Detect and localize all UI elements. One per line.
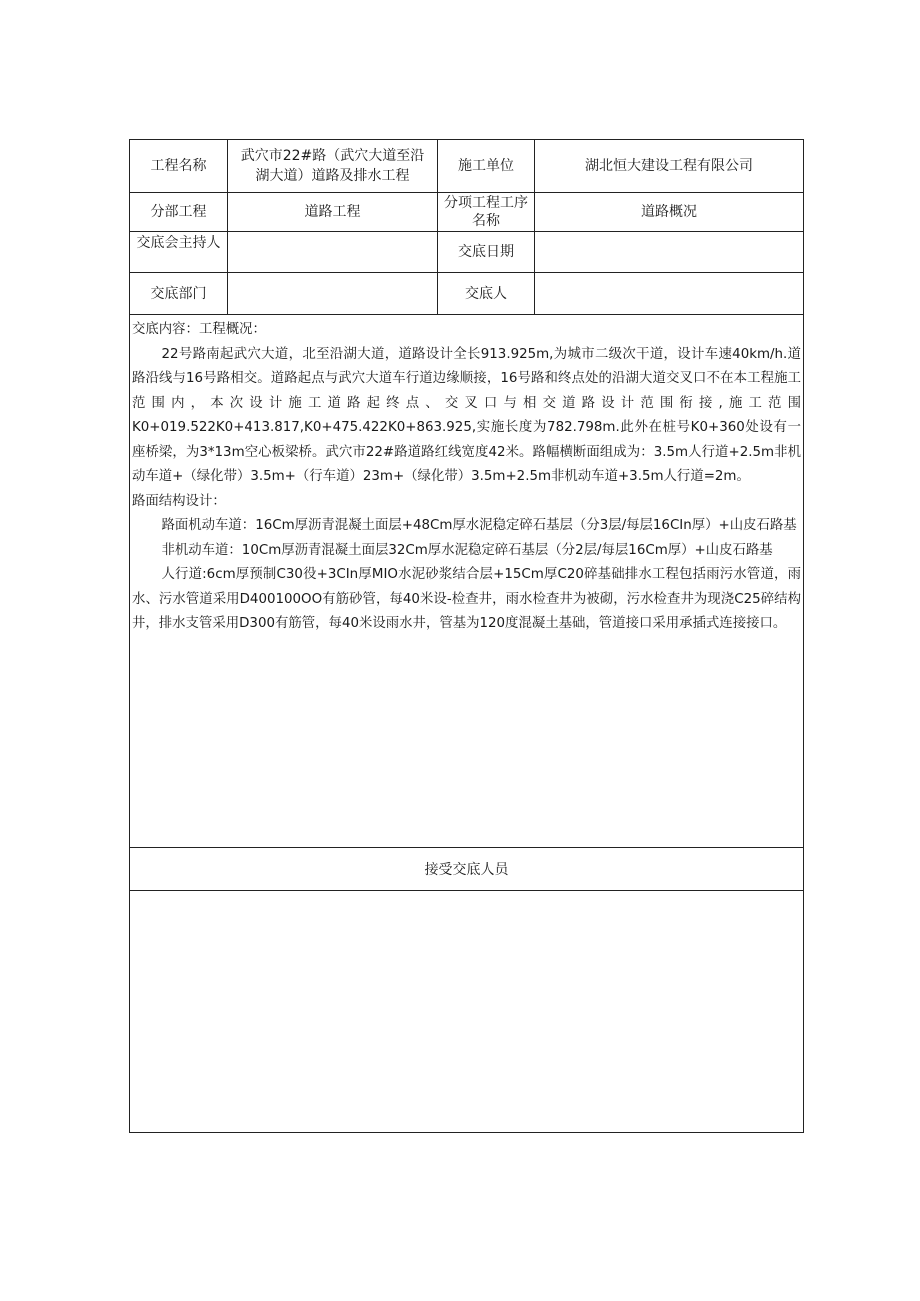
sidewalk-drainage-structure: 人行道:6cm厚预制C30役+3CIn厚MIO水泥砂浆结合层+15Cm厚C20碎基础排水工程包括雨污水管道，雨水、污水管道采用D400100OO有筋砂管，每40米设-检查井，雨水检查井为被砌，污水检查井为现浇C25碎结构井，排水支管采用D300有筋管，每40米设雨水井，管基为120度混凝土基础，管道接口采用承插式连接接口。 (132, 567, 801, 631)
division-value: 道路工程 (228, 193, 438, 231)
receivers-heading: 接受交底人员 (130, 848, 803, 891)
receivers-signatures (130, 891, 803, 1132)
row-department (130, 273, 803, 315)
presenter-label: 交底人 (438, 273, 535, 314)
disclosure-content (130, 315, 803, 848)
department-value (228, 273, 438, 314)
non-motor-lane-structure: 非机动车道：10Cm厚沥青混凝土面层32Cm厚水泥稳定碎石基层（分2层/每层16Cm厚）+山皮石路基 (161, 542, 773, 558)
date-value (535, 232, 803, 272)
content-heading: 交底内容：工程概况： (132, 322, 266, 337)
motor-lane-structure: 路面机动车道：16Cm厚沥青混凝土面层+48Cm厚水泥稳定碎石基层（分3层/每层16CIn厚）+山皮石路基 (161, 518, 797, 533)
project-name-value: 武穴市22#路（武穴大道至沿湖大道）道路及排水工程 (228, 140, 438, 192)
row-division (130, 193, 803, 232)
disclosure-form (129, 139, 804, 1133)
department-label: 交底部门 (130, 273, 228, 314)
division-label: 分部工程 (130, 193, 228, 231)
pavement-heading: 路面结构设计： (132, 493, 226, 509)
row-host (130, 232, 803, 273)
date-label: 交底日期 (438, 232, 535, 272)
project-overview: 22号路南起武穴大道，北至沿湖大道，道路设计全长913.925m,为城市二级次干道，设计车速40km/h.道路沿线与16号路相交。道路起点与武穴大道车行道边缘顺接，16号路和终点处的沿湖大道交叉口不在本工程施工范围内，本次设计施工道路起终点、交叉口与相交道路设计范围衔接,施工范围K0+019.522K0+413.817,K0+475.422K0+863.925,实施长度为782.798m.此外在桩号K0+360处设有一座桥梁，为3*13m空心板梁桥。武穴市22#路道路红线宽度42米。路幅横断面组成为：3.5m人行道+2.5m非机动车道+（绿化带）3.5m+（行车道）23m+（绿化带）3.5m+2.5m非机动车道+3.5m人行道=2m。 (132, 346, 801, 484)
contractor-value: 湖北恒大建设工程有限公司 (585, 158, 753, 174)
sub-item-label: 分项工程工序名称 (438, 193, 535, 231)
host-label: 交底会主持人 (130, 232, 228, 272)
sub-item-value: 道路概况 (641, 204, 697, 220)
presenter-value (535, 273, 803, 314)
row-project (130, 140, 803, 193)
contractor-label: 施工单位 (438, 140, 535, 192)
host-value (228, 232, 438, 272)
project-name-label: 工程名称 (130, 140, 228, 192)
